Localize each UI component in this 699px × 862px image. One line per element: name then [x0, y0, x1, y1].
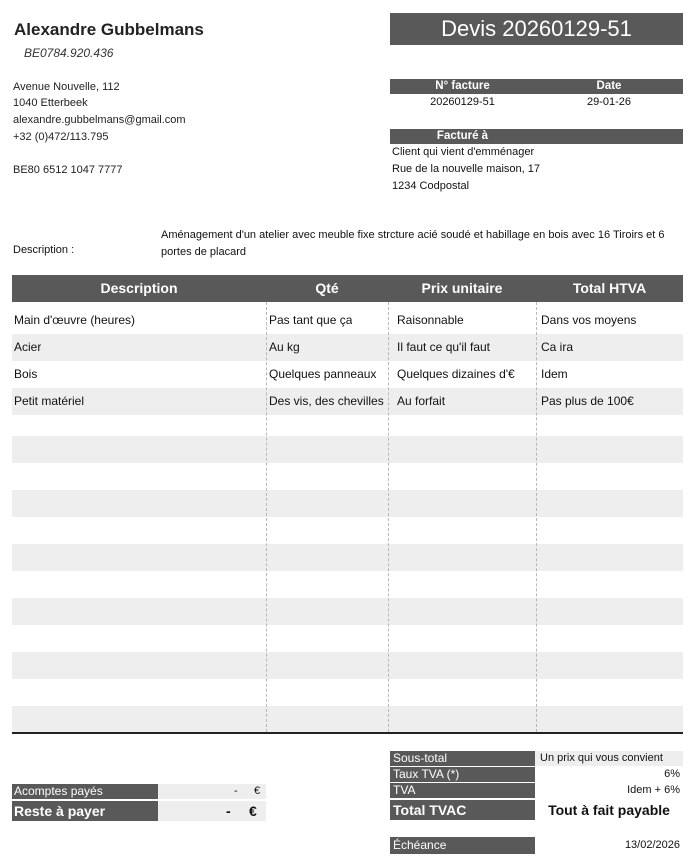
- cell-unit-price: Il faut ce qu'il faut: [397, 340, 491, 354]
- items-table-header: [12, 275, 683, 302]
- due-date-value: 13/02/2026: [535, 837, 683, 854]
- table-row-empty: [12, 652, 683, 679]
- remaining-value: -: [226, 803, 231, 819]
- cell-description: Acier: [14, 340, 42, 354]
- cell-total: Dans vos moyens: [541, 313, 637, 327]
- table-row-empty: [12, 571, 683, 598]
- seller-phone: +32 (0)472/113.795: [13, 131, 109, 143]
- seller-vat-number: BE0784.920.436: [24, 46, 114, 60]
- seller-email: alexandre.gubbelmans@gmail.com: [13, 114, 186, 126]
- date-label: Date: [596, 80, 622, 92]
- deposits-currency: €: [254, 785, 261, 797]
- deposits-label: Acomptes payés: [12, 784, 158, 799]
- table-row: [12, 361, 683, 388]
- col-header-unit-price: Prix unitaire: [421, 280, 503, 296]
- cell-quantity: Pas tant que ça: [269, 313, 353, 327]
- column-divider: [266, 302, 267, 732]
- table-row-empty: [12, 598, 683, 625]
- table-row: [12, 334, 683, 361]
- table-row: [12, 388, 683, 415]
- client-name: Client qui vient d'emménager: [392, 146, 535, 158]
- column-divider: [388, 302, 389, 732]
- seller-street: Avenue Nouvelle, 112: [13, 81, 120, 93]
- cell-quantity: Au kg: [269, 340, 300, 354]
- table-bottom-rule: [12, 732, 683, 734]
- document-title: Devis 20260129-51: [390, 13, 683, 45]
- seller-city: 1040 Etterbeek: [13, 97, 88, 109]
- table-row-empty: [12, 517, 683, 544]
- col-header-total: Total HTVA: [572, 280, 647, 296]
- invoice-no-value: 20260129-51: [430, 96, 495, 108]
- deposits-value-box: [158, 784, 266, 799]
- col-header-description: Description: [100, 280, 178, 296]
- cell-unit-price: Au forfait: [397, 394, 446, 408]
- cell-total: Ca ira: [541, 340, 574, 354]
- subtotal-value: Un prix qui vous convient: [535, 751, 683, 766]
- description-text: Aménagement d'un atelier avec meuble fixe strcture acié soudé et habillage en bois avec 16 Tiroirs et 6 portes de placard: [161, 229, 665, 258]
- table-row-empty: [12, 490, 683, 517]
- table-row-empty: [12, 679, 683, 706]
- column-divider: [536, 302, 537, 732]
- seller-iban: BE80 6512 1047 7777: [13, 164, 123, 176]
- total-value: Tout à fait payable: [535, 800, 683, 820]
- table-row-empty: [12, 463, 683, 490]
- due-date-label: Échéance: [390, 837, 535, 854]
- vat-label: TVA: [390, 783, 535, 798]
- description-label: Description :: [13, 244, 75, 256]
- billed-to-header: [390, 129, 683, 144]
- billed-to-label: Facturé à: [436, 130, 489, 142]
- cell-unit-price: Raisonnable: [397, 313, 464, 327]
- remaining-label: Reste à payer: [12, 801, 158, 821]
- invoice-no-label: N° facture: [435, 80, 490, 92]
- col-header-quantity: Qté: [315, 280, 339, 296]
- cell-quantity: Des vis, des chevilles: [269, 394, 384, 408]
- deposits-value: -: [234, 785, 238, 797]
- cell-description: Bois: [14, 367, 38, 381]
- date-value: 29-01-26: [586, 96, 632, 108]
- remaining-currency: €: [249, 803, 257, 819]
- table-row-empty: [12, 544, 683, 571]
- vat-rate-value: 6%: [535, 767, 683, 782]
- table-row-empty: [12, 706, 683, 733]
- remaining-value-box: [158, 801, 266, 821]
- vat-rate-label: Taux TVA (*): [390, 767, 535, 782]
- cell-description: Main d'œuvre (heures): [14, 313, 135, 327]
- cell-total: Pas plus de 100€: [541, 394, 634, 408]
- seller-name: Alexandre Gubbelmans: [14, 20, 204, 39]
- cell-quantity: Quelques panneaux: [269, 367, 377, 381]
- table-row-empty: [12, 625, 683, 652]
- total-label: Total TVAC: [390, 800, 535, 820]
- cell-description: Petit matériel: [14, 394, 85, 408]
- subtotal-label: Sous-total: [390, 751, 535, 766]
- cell-unit-price: Quelques dizaines d'€: [397, 367, 515, 381]
- vat-value: Idem + 6%: [535, 783, 683, 798]
- cell-total: Idem: [541, 367, 568, 381]
- table-row: [12, 307, 683, 334]
- client-street: Rue de la nouvelle maison, 17: [392, 163, 540, 175]
- table-row-empty: [12, 436, 683, 463]
- client-city: 1234 Codpostal: [392, 180, 470, 192]
- invoice-meta-header: [390, 79, 683, 94]
